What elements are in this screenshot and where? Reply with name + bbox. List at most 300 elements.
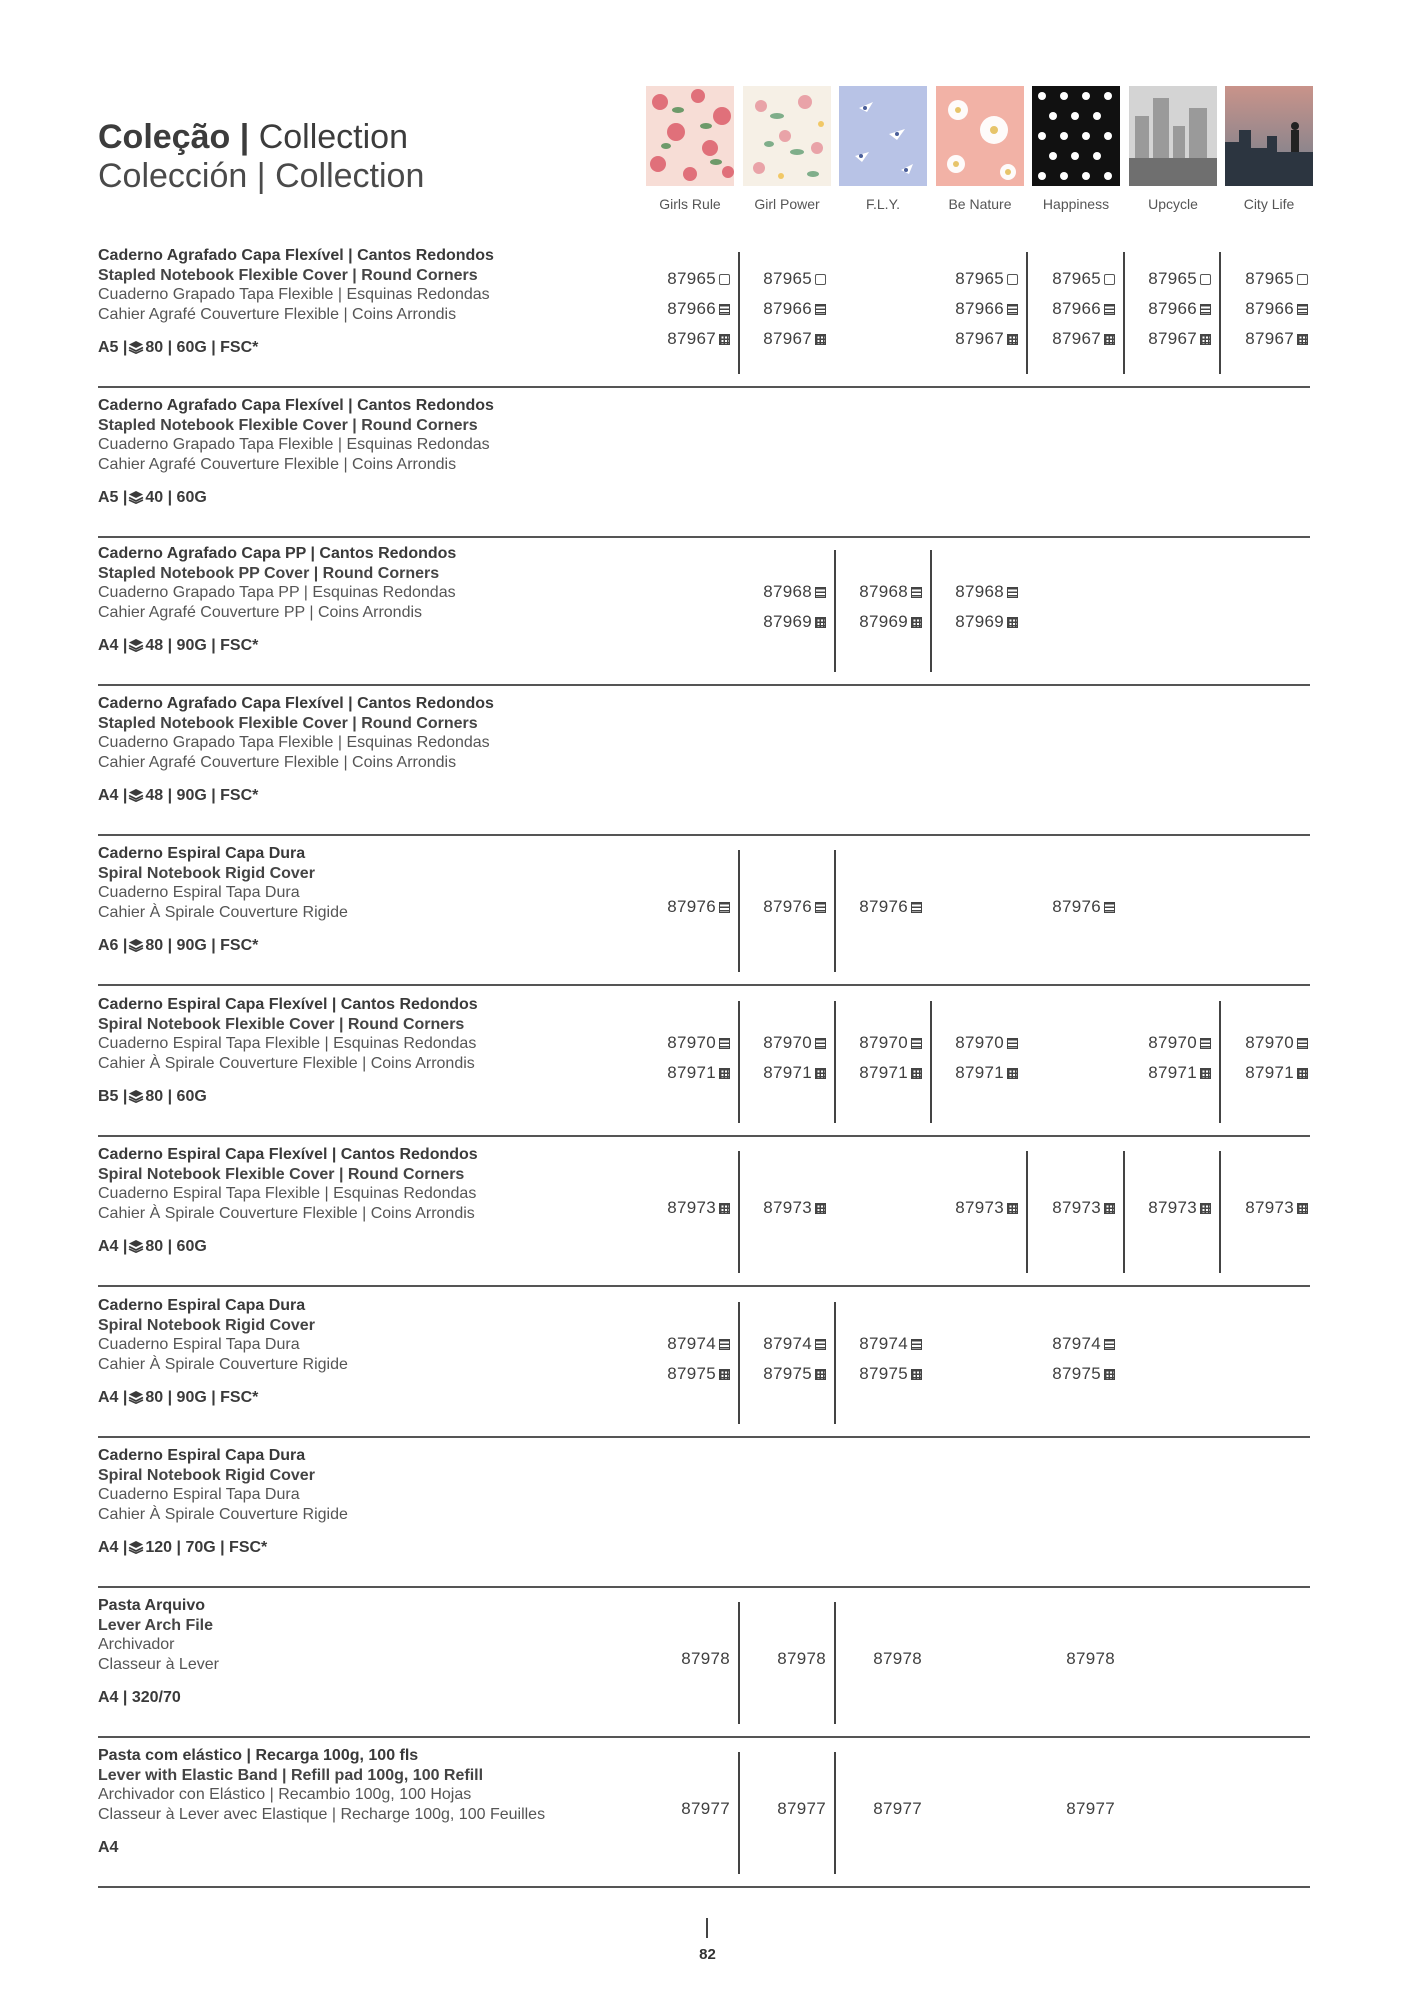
grid-paper-icon [719, 1068, 730, 1079]
code-column [740, 1736, 836, 1886]
lined-paper-icon [1104, 304, 1115, 315]
grid-paper-icon [1104, 1203, 1115, 1214]
sheets-stack-icon [127, 1389, 145, 1406]
lined-paper-icon [1200, 304, 1211, 315]
product-name-pt: Caderno Espiral Capa Dura [98, 1447, 306, 1464]
product-code [763, 1364, 826, 1384]
product-code [681, 1799, 730, 1819]
product-code-number: 87970 [955, 1033, 1004, 1052]
grid-paper-icon [1007, 1068, 1018, 1079]
product-code-number: 87970 [859, 1033, 908, 1052]
grid-paper-icon [719, 1203, 730, 1214]
product-code [667, 1364, 730, 1384]
spec-details: 48 | 90G | FSC* [145, 787, 259, 804]
product-code-number: 87970 [1245, 1033, 1294, 1052]
product-code [763, 582, 826, 602]
spec-format: B5 | [98, 1088, 128, 1105]
product-row [98, 834, 1310, 986]
collection-name: City Life [1243, 196, 1295, 212]
product-code-number: 87971 [763, 1063, 812, 1082]
product-description [98, 396, 494, 508]
product-code [763, 897, 826, 917]
swatch-pattern-image [839, 86, 927, 186]
code-column [836, 1586, 932, 1736]
product-name-en: Stapled Notebook PP Cover | Round Corners [98, 564, 440, 582]
product-code [1148, 329, 1211, 349]
product-code [1245, 1063, 1308, 1083]
grid-paper-icon [719, 334, 730, 345]
code-column [644, 1286, 740, 1436]
code-column [836, 985, 932, 1135]
product-row [98, 386, 1310, 538]
product-code [955, 1198, 1018, 1218]
product-code-number: 87975 [859, 1364, 908, 1383]
grid-paper-icon [1297, 334, 1308, 345]
code-column [836, 834, 932, 984]
sheets-stack-icon [127, 339, 145, 356]
product-code-number: 87973 [763, 1198, 812, 1217]
collection-swatch [646, 86, 734, 212]
product-name-fr: Cahier Agrafé Couverture PP | Coins Arrondis [98, 603, 423, 621]
blank-paper-icon [815, 274, 826, 285]
product-name-fr: Cahier À Spirale Couverture Flexible | Coins Arrondis [98, 1204, 475, 1222]
swatch-pattern-image [1225, 86, 1313, 186]
grid-paper-icon [1104, 1369, 1115, 1380]
spec-details: 80 | 90G | FSC* [145, 1389, 259, 1406]
lined-paper-icon [719, 902, 730, 913]
grid-paper-icon [1200, 1068, 1211, 1079]
product-name-en: Stapled Notebook Flexible Cover | Round Corners [98, 416, 478, 434]
product-code [763, 1063, 826, 1083]
code-column [1125, 236, 1221, 386]
blank-paper-icon [719, 274, 730, 285]
grid-paper-icon [911, 617, 922, 628]
product-name-es: Cuaderno Espiral Tapa Dura [98, 1336, 300, 1353]
lined-paper-icon [719, 1038, 730, 1049]
collection-swatch [1032, 86, 1120, 212]
sheets-stack-icon [127, 787, 145, 804]
collection-swatch [936, 86, 1024, 212]
collection-swatches [646, 86, 1322, 216]
product-row [98, 684, 1310, 836]
swatch-pattern-image [936, 86, 1024, 186]
column-divider [1219, 1001, 1221, 1123]
lined-paper-icon [911, 1038, 922, 1049]
product-description [98, 694, 494, 806]
title-line-2: Colección | Collection [98, 157, 425, 196]
product-code [1066, 1649, 1115, 1669]
product-code-number: 87965 [667, 269, 716, 288]
collection-name: Girl Power [754, 196, 820, 212]
product-code [1245, 299, 1308, 319]
product-code-number: 87973 [667, 1198, 716, 1217]
product-code [667, 299, 730, 319]
product-name-fr: Classeur à Lever avec Elastique | Recharge 100g, 100 Feuilles [98, 1805, 546, 1823]
product-spec [98, 1237, 478, 1257]
product-description [98, 246, 494, 358]
product-code [859, 582, 922, 602]
spec-format: A4 | [98, 1389, 128, 1406]
product-name-pt: Pasta com elástico | Recarga 100g, 100 fls [98, 1747, 419, 1764]
product-code [763, 299, 826, 319]
spec-format: A4 | [98, 1238, 128, 1255]
lined-paper-icon [1007, 587, 1018, 598]
product-code-number: 87970 [1148, 1033, 1197, 1052]
product-code [1148, 269, 1211, 289]
code-column [932, 236, 1028, 386]
swatch-pattern-image [1129, 86, 1217, 186]
code-column [740, 534, 836, 684]
product-description [98, 1145, 478, 1257]
product-row [98, 985, 1310, 1137]
code-column [740, 1286, 836, 1436]
spec-details: 80 | 60G [145, 1088, 207, 1105]
product-code [1052, 1334, 1115, 1354]
code-column [644, 834, 740, 984]
product-name-en: Spiral Notebook Flexible Cover | Round Corners [98, 1165, 465, 1183]
lined-paper-icon [1104, 902, 1115, 913]
product-row [98, 236, 1310, 388]
collection-name: Upcycle [1148, 196, 1198, 212]
product-code-number: 87977 [873, 1799, 922, 1818]
product-code-number: 87977 [777, 1799, 826, 1818]
product-code [1052, 1198, 1115, 1218]
sheets-stack-icon [127, 1539, 145, 1556]
product-description [98, 995, 478, 1107]
product-description [98, 844, 348, 956]
column-divider [1026, 252, 1028, 374]
product-name-en: Spiral Notebook Rigid Cover [98, 1316, 315, 1334]
product-code-number: 87975 [1052, 1364, 1101, 1383]
code-column [644, 1586, 740, 1736]
product-code [1148, 1198, 1211, 1218]
product-code-number: 87967 [1148, 329, 1197, 348]
product-code [955, 269, 1018, 289]
product-code-number: 87965 [955, 269, 1004, 288]
product-name-en: Lever with Elastic Band | Refill pad 100g, 100 Refill [98, 1766, 484, 1784]
grid-paper-icon [1007, 617, 1018, 628]
sheets-stack-icon [127, 637, 145, 654]
product-code [667, 269, 730, 289]
product-name-es: Archivador con Elástico | Recambio 100g, 100 Hojas [98, 1786, 472, 1803]
spec-format: A4 | [98, 787, 128, 804]
product-spec [98, 1688, 219, 1708]
code-column [644, 985, 740, 1135]
product-code-number: 87966 [1052, 299, 1101, 318]
product-description [98, 1746, 545, 1858]
product-code [1148, 1063, 1211, 1083]
product-row [98, 1586, 1310, 1738]
product-code [763, 1334, 826, 1354]
product-code-number: 87967 [763, 329, 812, 348]
product-code-number: 87973 [955, 1198, 1004, 1217]
product-code [955, 329, 1018, 349]
product-name-fr: Cahier Agrafé Couverture Flexible | Coins Arrondis [98, 305, 457, 323]
spec-format: A5 | [98, 339, 128, 356]
product-name-pt: Pasta Arquivo [98, 1597, 205, 1614]
lined-paper-icon [1200, 1038, 1211, 1049]
spec-details: 120 | 70G | FSC* [145, 1539, 268, 1556]
lined-paper-icon [815, 1038, 826, 1049]
product-code [873, 1649, 922, 1669]
lined-paper-icon [1297, 304, 1308, 315]
product-code-number: 87971 [859, 1063, 908, 1082]
grid-paper-icon [911, 1369, 922, 1380]
product-code [955, 612, 1018, 632]
product-code [859, 612, 922, 632]
product-spec [98, 1087, 478, 1107]
collection-name: F.L.Y. [866, 196, 900, 212]
code-column [644, 1736, 740, 1886]
product-code-number: 87968 [859, 582, 908, 601]
product-code-number: 87978 [681, 1649, 730, 1668]
product-name-fr: Cahier À Spirale Couverture Flexible | Coins Arrondis [98, 1054, 475, 1072]
product-code [763, 612, 826, 632]
code-column [836, 534, 932, 684]
code-column [740, 236, 836, 386]
product-code [1052, 299, 1115, 319]
product-code [1148, 299, 1211, 319]
product-code-number: 87970 [763, 1033, 812, 1052]
product-code [1245, 269, 1308, 289]
product-name-es: Cuaderno Grapado Tapa Flexible | Esquinas Redondas [98, 286, 490, 303]
sheets-stack-icon [127, 937, 145, 954]
product-code [777, 1799, 826, 1819]
product-name-en: Spiral Notebook Flexible Cover | Round Corners [98, 1015, 465, 1033]
column-divider [1219, 252, 1221, 374]
product-name-pt: Caderno Espiral Capa Flexível | Cantos Redondos [98, 1146, 478, 1163]
spec-format: A4 | 320/70 [98, 1689, 181, 1706]
product-code-number: 87975 [763, 1364, 812, 1383]
product-code [763, 329, 826, 349]
product-spec [98, 786, 494, 806]
product-name-fr: Cahier À Spirale Couverture Rigide [98, 1355, 348, 1373]
code-column [1029, 834, 1125, 984]
grid-paper-icon [1200, 334, 1211, 345]
product-code [777, 1649, 826, 1669]
code-column [1029, 1135, 1125, 1285]
lined-paper-icon [911, 1339, 922, 1350]
code-column [836, 1736, 932, 1886]
code-column [1029, 1586, 1125, 1736]
product-name-fr: Cahier Agrafé Couverture Flexible | Coins Arrondis [98, 753, 457, 771]
product-code-number: 87967 [667, 329, 716, 348]
lined-paper-icon [719, 1339, 730, 1350]
product-code [667, 1033, 730, 1053]
lined-paper-icon [719, 304, 730, 315]
product-code-number: 87975 [667, 1364, 716, 1383]
product-code-number: 87974 [859, 1334, 908, 1353]
code-column [644, 1135, 740, 1285]
product-spec [98, 936, 348, 956]
product-code-number: 87965 [763, 269, 812, 288]
product-code [667, 1063, 730, 1083]
grid-paper-icon [1297, 1068, 1308, 1079]
code-column [836, 1286, 932, 1436]
collection-swatch [839, 86, 927, 212]
sheets-stack-icon [127, 1238, 145, 1255]
blank-paper-icon [1297, 274, 1308, 285]
code-column [740, 834, 836, 984]
product-name-es: Cuaderno Grapado Tapa Flexible | Esquinas Redondas [98, 734, 490, 751]
code-column [932, 534, 1028, 684]
product-code [667, 1198, 730, 1218]
product-code-number: 87971 [667, 1063, 716, 1082]
sheets-stack-icon [127, 489, 145, 506]
collection-name: Happiness [1042, 196, 1110, 212]
product-code [859, 1033, 922, 1053]
collection-swatch [1225, 86, 1313, 212]
lined-paper-icon [911, 587, 922, 598]
spec-details: 48 | 90G | FSC* [145, 637, 259, 654]
lined-paper-icon [1007, 304, 1018, 315]
product-name-es: Cuaderno Grapado Tapa PP | Esquinas Redondas [98, 584, 456, 601]
product-description [98, 1296, 348, 1408]
product-code [1245, 329, 1308, 349]
product-code-number: 87976 [667, 897, 716, 916]
product-spec [98, 1538, 348, 1558]
code-column [1125, 1135, 1221, 1285]
product-name-en: Stapled Notebook Flexible Cover | Round Corners [98, 266, 478, 284]
collection-swatch [743, 86, 831, 212]
product-code-number: 87976 [1052, 897, 1101, 916]
product-spec [98, 1388, 348, 1408]
product-code-number: 87978 [1066, 1649, 1115, 1668]
product-code [763, 1198, 826, 1218]
code-column [1029, 236, 1125, 386]
grid-paper-icon [1200, 1203, 1211, 1214]
blank-paper-icon [1200, 274, 1211, 285]
product-code-number: 87965 [1052, 269, 1101, 288]
product-code [1245, 1033, 1308, 1053]
product-code-number: 87977 [681, 1799, 730, 1818]
product-row [98, 1436, 1310, 1588]
product-code-number: 87978 [777, 1649, 826, 1668]
spec-details: 80 | 60G [145, 1238, 207, 1255]
product-code-number: 87973 [1245, 1198, 1294, 1217]
lined-paper-icon [815, 304, 826, 315]
grid-paper-icon [1104, 334, 1115, 345]
product-name-pt: Caderno Agrafado Capa Flexível | Cantos Redondos [98, 247, 494, 264]
product-row [98, 1135, 1310, 1287]
product-name-es: Cuaderno Espiral Tapa Dura [98, 1486, 300, 1503]
lined-paper-icon [1007, 1038, 1018, 1049]
code-column [932, 985, 1028, 1135]
product-name-fr: Cahier À Spirale Couverture Rigide [98, 1505, 348, 1523]
product-description [98, 544, 456, 656]
grid-paper-icon [815, 1068, 826, 1079]
product-description [98, 1596, 219, 1708]
lined-paper-icon [815, 902, 826, 913]
code-column [740, 1586, 836, 1736]
product-row [98, 1286, 1310, 1438]
grid-paper-icon [1007, 1203, 1018, 1214]
grid-paper-icon [815, 617, 826, 628]
product-code-number: 87973 [1052, 1198, 1101, 1217]
lined-paper-icon [911, 902, 922, 913]
page-title [98, 118, 424, 196]
product-code-number: 87971 [1148, 1063, 1197, 1082]
product-code [955, 299, 1018, 319]
code-column [1029, 1736, 1125, 1886]
product-code-number: 87966 [1245, 299, 1294, 318]
lined-paper-icon [815, 1339, 826, 1350]
product-name-es: Cuaderno Espiral Tapa Flexible | Esquinas Redondas [98, 1185, 477, 1202]
product-code [955, 582, 1018, 602]
product-name-pt: Caderno Espiral Capa Flexível | Cantos Redondos [98, 996, 478, 1013]
product-code-number: 87966 [955, 299, 1004, 318]
product-name-fr: Classeur à Lever [98, 1655, 219, 1673]
product-name-pt: Caderno Agrafado Capa Flexível | Cantos Redondos [98, 397, 494, 414]
grid-paper-icon [815, 1203, 826, 1214]
product-code-number: 87978 [873, 1649, 922, 1668]
spec-details: 40 | 60G [145, 489, 207, 506]
product-row [98, 534, 1310, 686]
product-name-en: Lever Arch File [98, 1616, 214, 1634]
swatch-pattern-image [743, 86, 831, 186]
product-code-number: 87968 [955, 582, 1004, 601]
product-code [1148, 1033, 1211, 1053]
grid-paper-icon [815, 1369, 826, 1380]
product-code-number: 87966 [667, 299, 716, 318]
product-spec [98, 488, 494, 508]
code-column [644, 236, 740, 386]
code-column [1125, 985, 1221, 1135]
product-code-number: 87967 [1052, 329, 1101, 348]
product-code-number: 87971 [955, 1063, 1004, 1082]
product-name-pt: Caderno Espiral Capa Dura [98, 1297, 306, 1314]
product-description [98, 1446, 348, 1558]
product-code-number: 87965 [1148, 269, 1197, 288]
spec-format: A4 | [98, 637, 128, 654]
product-code [859, 1364, 922, 1384]
product-code-number: 87977 [1066, 1799, 1115, 1818]
product-code [763, 269, 826, 289]
code-column [740, 1135, 836, 1285]
product-code [859, 897, 922, 917]
product-code-number: 87966 [1148, 299, 1197, 318]
product-code-number: 87969 [955, 612, 1004, 631]
collection-name: Girls Rule [659, 196, 721, 212]
collection-swatch [1129, 86, 1217, 212]
product-row [98, 1736, 1310, 1888]
product-code [873, 1799, 922, 1819]
product-code-number: 87965 [1245, 269, 1294, 288]
product-code [667, 897, 730, 917]
code-column [1029, 1286, 1125, 1436]
product-code [667, 1334, 730, 1354]
blank-paper-icon [1007, 274, 1018, 285]
product-name-en: Spiral Notebook Rigid Cover [98, 864, 315, 882]
product-name-fr: Cahier Agrafé Couverture Flexible | Coins Arrondis [98, 455, 457, 473]
lined-paper-icon [1104, 1339, 1115, 1350]
product-code-number: 87973 [1148, 1198, 1197, 1217]
product-code [763, 1033, 826, 1053]
column-divider [1219, 1151, 1221, 1273]
product-code-number: 87969 [859, 612, 908, 631]
column-divider [1026, 1151, 1028, 1273]
product-name-fr: Cahier À Spirale Couverture Rigide [98, 903, 348, 921]
product-code-number: 87969 [763, 612, 812, 631]
swatch-pattern-image [646, 86, 734, 186]
product-code [1052, 269, 1115, 289]
product-code-number: 87966 [763, 299, 812, 318]
product-code [1052, 1364, 1115, 1384]
product-code [681, 1649, 730, 1669]
product-code-number: 87974 [763, 1334, 812, 1353]
product-code-number: 87968 [763, 582, 812, 601]
product-code-number: 87976 [763, 897, 812, 916]
